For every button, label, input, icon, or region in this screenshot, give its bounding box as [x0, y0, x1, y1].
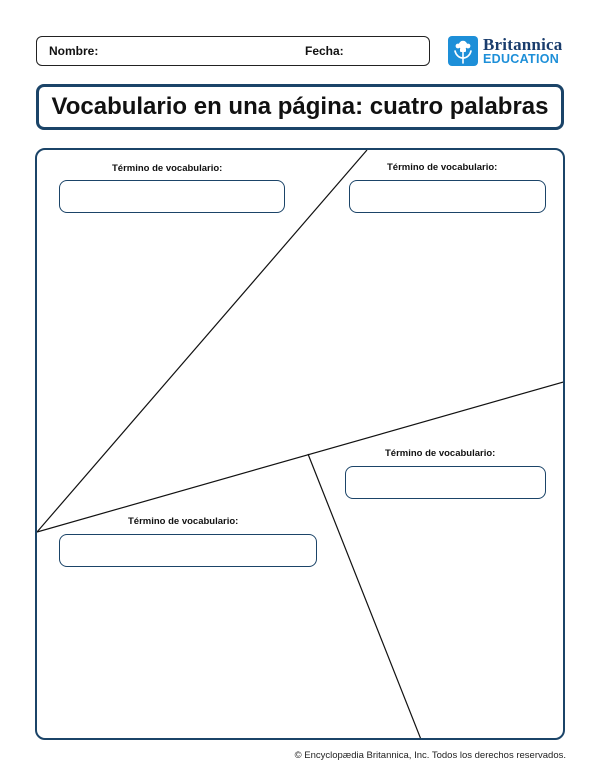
date-label: Fecha:	[305, 44, 344, 58]
britannica-logo	[448, 35, 568, 69]
term-label-3: Término de vocabulario:	[385, 448, 496, 459]
page-title: Vocabulario en una página: cuatro palabras	[51, 93, 549, 120]
britannica-thistle-icon	[448, 36, 478, 66]
logo-subtitle: EDUCATION	[483, 52, 560, 66]
term-input-1[interactable]	[59, 180, 285, 213]
name-date-box	[36, 36, 430, 66]
copyright-footer: © Encyclopædia Britannica, Inc. Todos los derechos reservados.	[294, 750, 566, 761]
worksheet-panel	[35, 148, 565, 740]
term-input-3[interactable]	[345, 466, 546, 499]
name-label: Nombre:	[49, 44, 99, 58]
term-label-1: Término de vocabulario:	[112, 163, 223, 174]
logo-name: Britannica	[483, 35, 563, 54]
title-box	[36, 84, 564, 130]
term-label-4: Término de vocabulario:	[128, 516, 239, 527]
term-input-2[interactable]	[349, 180, 546, 213]
term-label-2: Término de vocabulario:	[387, 162, 498, 173]
section-dividers	[37, 150, 565, 740]
term-input-4[interactable]	[59, 534, 317, 567]
